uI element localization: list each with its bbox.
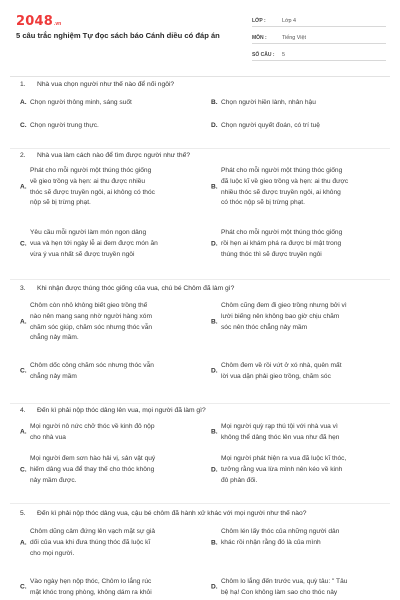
option-text	[30, 166, 155, 209]
option-text-line: Chôm lo lắng đến trước vua, quỳ tâu: " Tâu	[221, 578, 348, 585]
question-number: 4.	[20, 407, 26, 414]
option-text-line: Phát cho mỗi người một thúng thóc giống	[221, 229, 343, 236]
question-text	[20, 285, 234, 292]
option-letter: B.	[211, 99, 218, 106]
option-text	[221, 422, 339, 444]
option-text-line: chẳng nảy mầm.	[30, 334, 79, 342]
option-text	[221, 228, 342, 260]
answer-option-c[interactable]	[20, 454, 192, 487]
document-header	[0, 0, 400, 72]
meta-value: Lớp 4	[282, 18, 297, 24]
option-text-line: nộp sẽ bị trừng phạt.	[30, 199, 91, 207]
option-text-line: Chôm còn nhỏ không biết gieo trồng thế	[30, 302, 148, 309]
option-text	[30, 228, 158, 260]
answer-option-a[interactable]	[20, 301, 192, 345]
option-letter: B.	[211, 318, 218, 326]
option-text-line: không thể dâng thóc lên vua như đã hẹn	[221, 433, 340, 441]
option-text-line: khác rồi nhận rằng đó là của mình	[221, 538, 321, 546]
answer-option-d[interactable]	[211, 577, 389, 599]
option-text-line: hiếm dâng vua để thay thế cho thóc không	[30, 465, 155, 473]
option-letter: D.	[211, 240, 218, 248]
meta-row-subject	[252, 27, 386, 44]
option-text	[30, 527, 155, 559]
answer-option-d[interactable]	[211, 228, 389, 261]
option-letter: A.	[20, 318, 27, 326]
option-text-line: cho nhà vua	[30, 433, 66, 441]
option-text	[30, 98, 132, 109]
option-text-line: Mọi người đem sơn hào hải vị, sản vật quý	[30, 455, 156, 462]
option-text-line: Chôm dốc công chăm sóc nhưng thóc vẫn	[30, 362, 154, 369]
option-text-line: thóc sẽ được truyền ngôi, ai không có thóc	[30, 188, 155, 196]
option-letter: C.	[20, 466, 27, 474]
page-title: 5 câu trắc nghiệm Tự đọc sách báo Cánh diều có đáp án	[16, 31, 220, 40]
option-text-line: nảy mầm được.	[30, 476, 77, 484]
option-text-line: Chọn người quyết đoán, có trí tuệ	[221, 122, 320, 129]
option-text-line: Chọn người hiền lành, nhân hậu	[221, 99, 316, 106]
option-text	[221, 454, 346, 486]
option-text-line: nào nên mang sang nhờ người hàng xóm	[30, 312, 152, 320]
option-text-line: đô phản đối.	[221, 476, 258, 484]
option-letter: B.	[211, 183, 218, 191]
question-text	[20, 152, 190, 159]
option-text	[30, 422, 155, 444]
meta-value: 5	[282, 52, 285, 58]
option-text-line: Yêu cầu mỗi người làm món ngon dâng	[30, 229, 147, 236]
option-text-line: Phát cho mỗi người một thúng thóc giống	[221, 167, 343, 174]
option-text-line: nhiều thóc sẽ được truyền ngôi, ai không	[221, 188, 341, 196]
option-letter: D.	[211, 466, 218, 474]
option-text-line: vua và hẹn tới ngày lễ ai đem được món ăn	[30, 239, 158, 247]
answer-option-d[interactable]	[211, 121, 389, 132]
question-number: 2.	[20, 152, 26, 159]
answer-option-c[interactable]	[20, 228, 192, 261]
option-letter: A.	[20, 183, 27, 191]
option-text	[30, 454, 155, 486]
question-divider	[10, 503, 390, 504]
option-text-line: về gieo trồng và hẹn: ai thu được nhiều	[30, 177, 146, 185]
question-text	[20, 407, 206, 414]
answer-option-b[interactable]	[211, 422, 389, 444]
question-number: 1.	[20, 81, 26, 88]
meta-value: Tiếng Việt	[282, 35, 306, 41]
logo-text: 2048	[16, 14, 53, 29]
question-divider	[10, 279, 390, 280]
answer-option-c[interactable]	[20, 121, 192, 132]
option-text	[221, 361, 342, 383]
logo-domain: .vn	[53, 21, 62, 27]
option-text	[221, 577, 347, 599]
answer-option-c[interactable]	[20, 361, 192, 383]
option-text	[30, 577, 152, 599]
option-text	[221, 98, 316, 109]
option-letter: C.	[20, 122, 27, 129]
option-text-line: Chọn người trung thực.	[30, 122, 99, 129]
option-text	[30, 361, 154, 383]
option-text	[221, 121, 320, 132]
option-text	[221, 301, 347, 333]
option-letter: D.	[211, 122, 218, 129]
option-text-line: có thóc nộp sẽ bị trừng phạt.	[221, 199, 305, 207]
option-text-line: đã luộc kĩ về gieo trồng và hẹn: ai thu được	[221, 177, 349, 185]
option-text-line: Vào ngày hẹn nộp thóc, Chôm lo lắng rúc	[30, 578, 152, 585]
header-divider	[10, 76, 390, 77]
meta-row-count	[252, 44, 386, 61]
option-letter: A.	[20, 539, 27, 547]
option-text-line: Mọi người phát hiện ra vua đã luộc kĩ thóc,	[221, 455, 347, 462]
option-text-line: sóc nên thóc chẳng nảy mầm	[221, 323, 308, 331]
option-text-line: chăm sóc giúp, chăm sóc nhưng thóc vẫn	[30, 323, 153, 331]
option-letter: C.	[20, 367, 27, 375]
question-prompt: Khi nhận được thúng thóc giống của vua, chú bé Chôm đã làm gì?	[37, 285, 235, 292]
option-text	[221, 166, 348, 209]
option-text-line: lười biếng nên không bao giờ chịu chăm	[221, 312, 340, 320]
option-text-line: vừa ý vua nhất sẽ được truyền ngôi	[30, 250, 135, 258]
option-text-line: dối của vua khi đưa thúng thóc đã luộc kĩ	[30, 538, 151, 546]
answer-option-b[interactable]	[211, 301, 389, 345]
answer-option-b[interactable]	[211, 527, 389, 560]
answer-option-a[interactable]	[20, 98, 192, 109]
option-text-line: lời vua dặn phải gieo trồng, chăm sóc	[221, 372, 331, 380]
option-letter: C.	[20, 240, 27, 248]
option-text-line: chẳng nảy mầm	[30, 372, 77, 380]
option-text-line: Chọn người thông minh, sáng suốt	[30, 99, 132, 106]
question-text	[20, 81, 174, 88]
answer-option-d[interactable]	[211, 361, 389, 383]
option-text-line: Chôm cũng đem đi gieo trồng nhưng bởi vì	[221, 302, 347, 309]
option-letter: B.	[211, 539, 218, 547]
option-letter: D.	[211, 367, 218, 375]
option-letter: C.	[20, 583, 27, 591]
option-text-line: Mọi người quỳ rạp thú tội với nhà vua vì	[221, 423, 338, 430]
option-text-line: cho mọi người.	[30, 549, 75, 557]
answer-option-a[interactable]	[20, 422, 192, 444]
option-letter: D.	[211, 583, 218, 591]
answer-option-b[interactable]	[211, 98, 389, 109]
option-text-line: Chôm dũng cảm đứng lên vạch mặt sự giả	[30, 528, 156, 535]
option-text-line: rồi hẹn ai khám phá ra được bí mật trong	[221, 239, 342, 247]
question-number: 3.	[20, 285, 26, 292]
option-text-line: Chôm lén lấy thóc của những người dân	[221, 528, 340, 535]
answer-option-a[interactable]	[20, 166, 192, 210]
answer-option-c[interactable]	[20, 577, 192, 599]
option-text-line: Chôm đem về rồi vứt ở xó nhà, quên mất	[221, 362, 342, 369]
option-letter: B.	[211, 428, 218, 436]
answer-option-a[interactable]	[20, 527, 192, 560]
meta-label: LỚP :	[252, 18, 266, 24]
option-text-line: bệ hạ! Con không làm sao cho thóc nảy	[221, 588, 338, 596]
option-text-line: Phát cho mỗi người một thúng thóc giống	[30, 167, 152, 174]
meta-label: SỐ CÂU :	[252, 52, 275, 58]
meta-label: MÔN :	[252, 35, 267, 41]
option-text	[30, 301, 152, 344]
answer-option-b[interactable]	[211, 166, 389, 210]
question-number: 5.	[20, 510, 26, 517]
option-text	[30, 121, 99, 132]
option-text-line: thúng thóc thì sẽ được truyền ngôi	[221, 250, 322, 258]
question-divider	[10, 403, 390, 404]
answer-option-d[interactable]	[211, 454, 389, 487]
meta-row-grade	[252, 10, 386, 27]
question-prompt: Đến kì phải nộp thóc dâng lên vua, mọi người đã làm gì?	[37, 407, 206, 414]
question-prompt: Đến kì phải nộp thóc dâng vua, cậu bé chôm đã hành xử khác với mọi người như thế nào?	[37, 510, 307, 517]
question-text	[20, 510, 306, 517]
option-text	[221, 527, 339, 549]
question-prompt: Nhà vua chọn người như thế nào để nối ngôi?	[37, 81, 175, 88]
option-text-line: mặt khóc trong phòng, không dám ra khỏi	[30, 588, 152, 596]
site-logo[interactable]	[16, 14, 61, 29]
question-divider	[10, 148, 390, 149]
option-text-line: tưởng rằng vua lừa mình nên kéo về kinh	[221, 465, 343, 473]
question-prompt: Nhà vua làm cách nào để tìm được người như thế?	[37, 152, 191, 159]
option-letter: A.	[20, 99, 27, 106]
document-meta	[252, 10, 386, 61]
option-text-line: Mọi người nô nức chở thóc về kinh đô nộp	[30, 423, 155, 430]
option-letter: A.	[20, 428, 27, 436]
